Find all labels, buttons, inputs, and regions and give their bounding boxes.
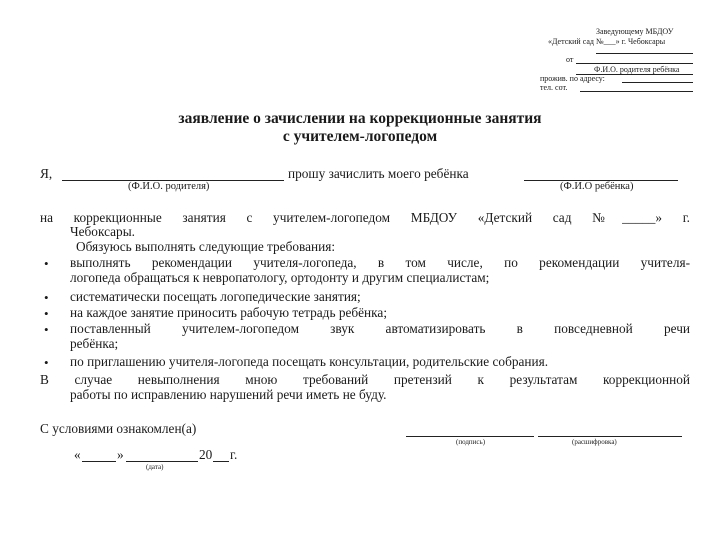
date-month-line[interactable] [126,461,198,462]
from-input-line[interactable] [576,63,693,64]
decode-line[interactable] [538,436,682,437]
signature-line[interactable] [406,436,534,437]
parent-caption: (Ф.И.О. родителя) [128,181,210,192]
header-blank-line [596,53,693,54]
date-year-prefix: 20 [199,447,213,462]
obligation-heading: Обязуюсь выполнять следующие требования: [76,239,336,254]
decode-caption: (расшифровка) [572,438,617,446]
date-caption: (дата) [146,463,164,471]
bullet-1-line1: выполнять рекомендации учителя-логопеда, в том числе, по рекомендации учителя- [70,255,690,270]
header-kindergarten: «Детский сад №___» г. Чебоксары [548,37,666,46]
body-line1b: Чебоксары. [70,224,135,239]
date-close-quote: » [117,447,124,462]
document-title-line2: с учителем-логопедом [282,128,438,145]
child-caption: (Ф.И.О ребёнка) [560,181,634,192]
bullet-marker: • [44,290,49,305]
bullet-marker: • [44,306,49,321]
phone-input-line[interactable] [580,91,693,92]
header-from-label: от [566,55,574,64]
date-year-line[interactable] [213,461,229,462]
bullet-5: по приглашению учителя-логопеда посещать консультации, родительские собрания. [70,354,549,369]
request-i: Я, [40,166,53,181]
failure-line2: работы по исправлению нарушений речи иметь не буду. [70,387,387,402]
bullet-4-line1: поставленный учителем-логопедом звук автоматизировать в повседневной речи [70,321,690,336]
bullet-marker: • [44,355,49,370]
bullet-marker: • [44,322,49,337]
bullet-1-line2: логопеда обращаться к невропатологу, ортодонту и другим специалистам; [70,270,490,285]
date-day-line[interactable] [82,461,116,462]
header-phone-label: тел. сот. [540,83,568,92]
header-address-label: прожив. по адресу: [540,74,605,83]
failure-line1: В случае невыполнения мною требований претензий к результатам коррекционной [40,372,690,387]
date-year-suffix: г. [230,447,238,462]
request-text: прошу зачислить моего ребёнка [288,166,469,181]
bullet-4-line2: ребёнка; [70,336,119,351]
document-title-line1: заявление о зачислении на коррекционные занятия [178,110,542,127]
header-parent-fio: Ф.И.О. родителя ребёнка [594,65,680,74]
signature-caption: (подпись) [456,438,486,446]
body-line1: на коррекционные занятия с учителем-логопедом МБДОУ «Детский сад №_____» г. [40,210,690,225]
bullet-3: на каждое занятие приносить рабочую тетрадь ребёнка; [70,305,388,320]
address-input-line[interactable] [622,82,693,83]
bullet-marker: • [44,256,49,271]
date-open-quote: « [74,447,81,462]
header-to-head: Заведующему МБДОУ [596,27,674,36]
bullet-2: систематически посещать логопедические занятия; [70,289,361,304]
agree-text: С условиями ознакомлен(а) [40,421,197,436]
